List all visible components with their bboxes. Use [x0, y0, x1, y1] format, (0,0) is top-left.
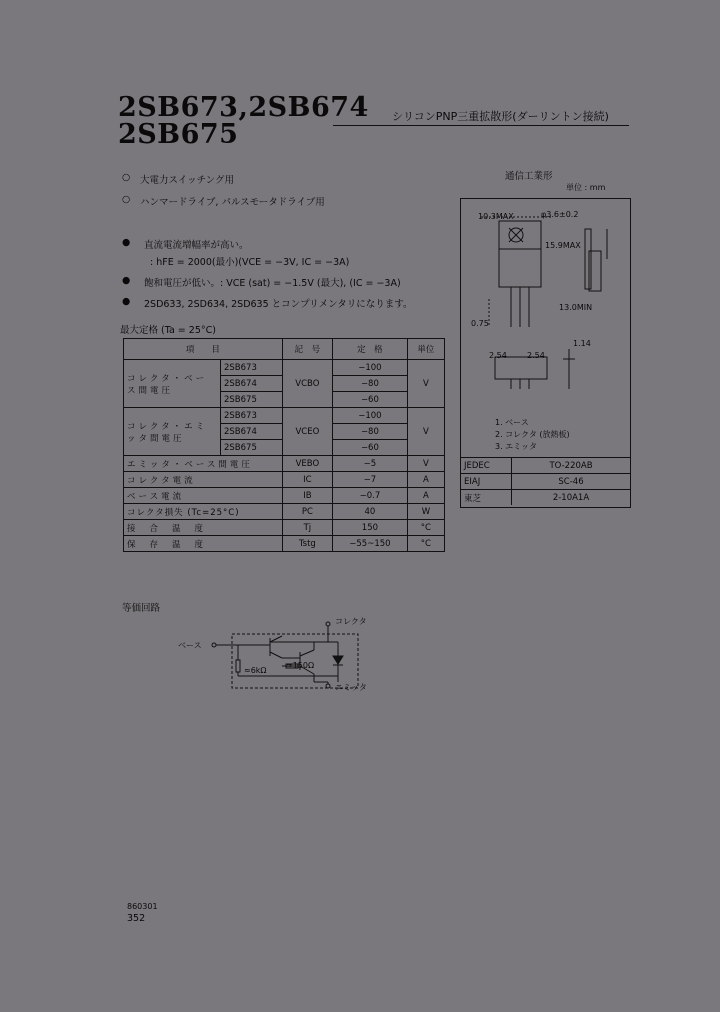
- application-marker-2: ○: [122, 194, 131, 205]
- subtitle: シリコンPNP三重拡散形(ダーリントン接続): [392, 110, 609, 123]
- value-cell: −60: [333, 392, 408, 408]
- vceo-symbol: VCEO: [282, 408, 332, 456]
- collector-label: コレクタ: [335, 617, 367, 626]
- unit-cell: A: [407, 488, 444, 504]
- vcbo-item: コレクタ・ベース間電圧: [124, 360, 221, 408]
- title-rule: [333, 125, 629, 126]
- base-terminal: [212, 643, 216, 647]
- ratings-caption: 最大定格 (Ta = 25°C): [120, 325, 216, 336]
- pin-1-label: 1. ベース: [495, 418, 529, 427]
- feature-marker-3: ●: [122, 275, 131, 286]
- value-cell: −55~150: [333, 536, 408, 552]
- r1-label: ≈6kΩ: [244, 666, 267, 675]
- dim-lead-length: 13.0MIN: [559, 303, 593, 312]
- title-line1: 2SB673,2SB674: [118, 92, 369, 123]
- unit-cell: °C: [407, 536, 444, 552]
- header-item: 項 目: [124, 339, 283, 360]
- emitter-label: エミッタ: [335, 683, 367, 692]
- item-cell: 接合温度: [124, 520, 283, 536]
- application-1: 大電力スイッチング用: [140, 175, 234, 186]
- pin-3-label: 3. エミッタ: [495, 442, 538, 451]
- type-cell: 2SB673: [221, 360, 283, 376]
- value-cell: −80: [333, 424, 408, 440]
- application-2: ハンマードライブ, パルスモータドライブ用: [140, 197, 325, 208]
- standard-name: JEDEC: [461, 458, 512, 474]
- feature-marker-4: ●: [122, 296, 131, 307]
- table-row: [124, 456, 445, 472]
- diode: [333, 656, 343, 664]
- symbol-cell: Tstg: [282, 536, 332, 552]
- item-cell: エミッタ・ベース間電圧: [124, 456, 283, 472]
- feature-2: : hFE = 2000(最小)(VCE = −3V, IC = −3A): [150, 257, 350, 268]
- circuit-caption: 等価回路: [122, 603, 161, 614]
- ratings-header-row: [124, 339, 445, 360]
- item-cell: ベース電流: [124, 488, 283, 504]
- dim-hole: φ3.6±0.2: [541, 210, 579, 219]
- footer-code: 860301: [127, 902, 158, 911]
- dim-width: 10.3MAX: [478, 212, 514, 221]
- symbol-cell: IB: [282, 488, 332, 504]
- feature-1: 直流電流増幅率が高い。: [144, 240, 249, 251]
- dim-lead-thickness: 0.75: [471, 319, 489, 328]
- package-outline-box: [460, 198, 631, 508]
- unit-cell: °C: [407, 520, 444, 536]
- standard-name: 東芝: [461, 490, 512, 506]
- dim-height: 15.9MAX: [545, 241, 581, 250]
- header-unit: 単位: [407, 339, 444, 360]
- symbol-cell: Tj: [282, 520, 332, 536]
- table-row: [461, 474, 630, 490]
- unit-cell: A: [407, 472, 444, 488]
- value-cell: −0.7: [333, 488, 408, 504]
- unit-cell: V: [407, 456, 444, 472]
- type-cell: 2SB673: [221, 408, 283, 424]
- value-cell: 40: [333, 504, 408, 520]
- value-cell: −100: [333, 408, 408, 424]
- dim-lead-width: 1.14: [573, 339, 591, 348]
- package-title: 通信工業形: [505, 171, 553, 182]
- package-unit: 単位 : mm: [566, 183, 606, 192]
- emitter-terminal: [326, 684, 330, 688]
- feature-3: 飽和電圧が低い。: VCE (sat) = −1.5V (最大), (IC = −3A): [144, 278, 401, 289]
- vcbo-unit: V: [407, 360, 444, 408]
- item-cell: コレクタ損失 (Tc=25°C): [124, 504, 283, 520]
- type-cell: 2SB675: [221, 392, 283, 408]
- vcbo-symbol: VCBO: [282, 360, 332, 408]
- page-number: 352: [127, 913, 146, 924]
- base-label: ベース: [178, 641, 202, 650]
- type-cell: 2SB674: [221, 376, 283, 392]
- item-cell: コレクタ電流: [124, 472, 283, 488]
- feature-marker-1: ●: [122, 237, 131, 248]
- collector-terminal: [326, 622, 330, 626]
- ratings-table: [123, 338, 445, 552]
- value-cell: −60: [333, 440, 408, 456]
- standard-value: 2-10A1A: [512, 490, 631, 506]
- heatsink-tab: [499, 221, 541, 249]
- table-row: [124, 472, 445, 488]
- type-cell: 2SB674: [221, 424, 283, 440]
- package-body: [499, 249, 541, 287]
- table-row: [124, 520, 445, 536]
- resistor-r1: [236, 660, 240, 672]
- value-cell: −7: [333, 472, 408, 488]
- package-drawing: [461, 199, 630, 457]
- standard-name: EIAJ: [461, 474, 512, 490]
- table-row: [124, 536, 445, 552]
- value-cell: −5: [333, 456, 408, 472]
- table-row: [124, 504, 445, 520]
- vceo-item: コレクタ・エミッタ間電圧: [124, 408, 221, 456]
- unit-cell: W: [407, 504, 444, 520]
- standard-value: SC-46: [512, 474, 631, 490]
- package-standards-table: [461, 457, 630, 505]
- r2-label: ≈150Ω: [286, 661, 315, 670]
- symbol-cell: VEBO: [282, 456, 332, 472]
- vceo-unit: V: [407, 408, 444, 456]
- standard-value: TO-220AB: [512, 458, 631, 474]
- title-line2: 2SB675: [118, 119, 239, 150]
- item-cell: 保存温度: [124, 536, 283, 552]
- table-row: [124, 360, 445, 376]
- header-symbol: 記 号: [282, 339, 332, 360]
- pin-2-label: 2. コレクタ (放熱板): [495, 430, 570, 439]
- value-cell: −100: [333, 360, 408, 376]
- dim-pitch-1: 2.54: [489, 351, 507, 360]
- value-cell: −80: [333, 376, 408, 392]
- table-row: [124, 408, 445, 424]
- table-row: [124, 488, 445, 504]
- bottom-view: [495, 357, 547, 379]
- header-value: 定 格: [333, 339, 408, 360]
- application-marker-1: ○: [122, 172, 131, 183]
- side-tab: [585, 229, 591, 289]
- dim-pitch-2: 2.54: [527, 351, 545, 360]
- table-row: [461, 490, 630, 506]
- symbol-cell: PC: [282, 504, 332, 520]
- type-cell: 2SB675: [221, 440, 283, 456]
- symbol-cell: IC: [282, 472, 332, 488]
- table-row: [461, 458, 630, 474]
- feature-4: 2SD633, 2SD634, 2SD635 とコンプリメンタリになります。: [144, 299, 413, 310]
- value-cell: 150: [333, 520, 408, 536]
